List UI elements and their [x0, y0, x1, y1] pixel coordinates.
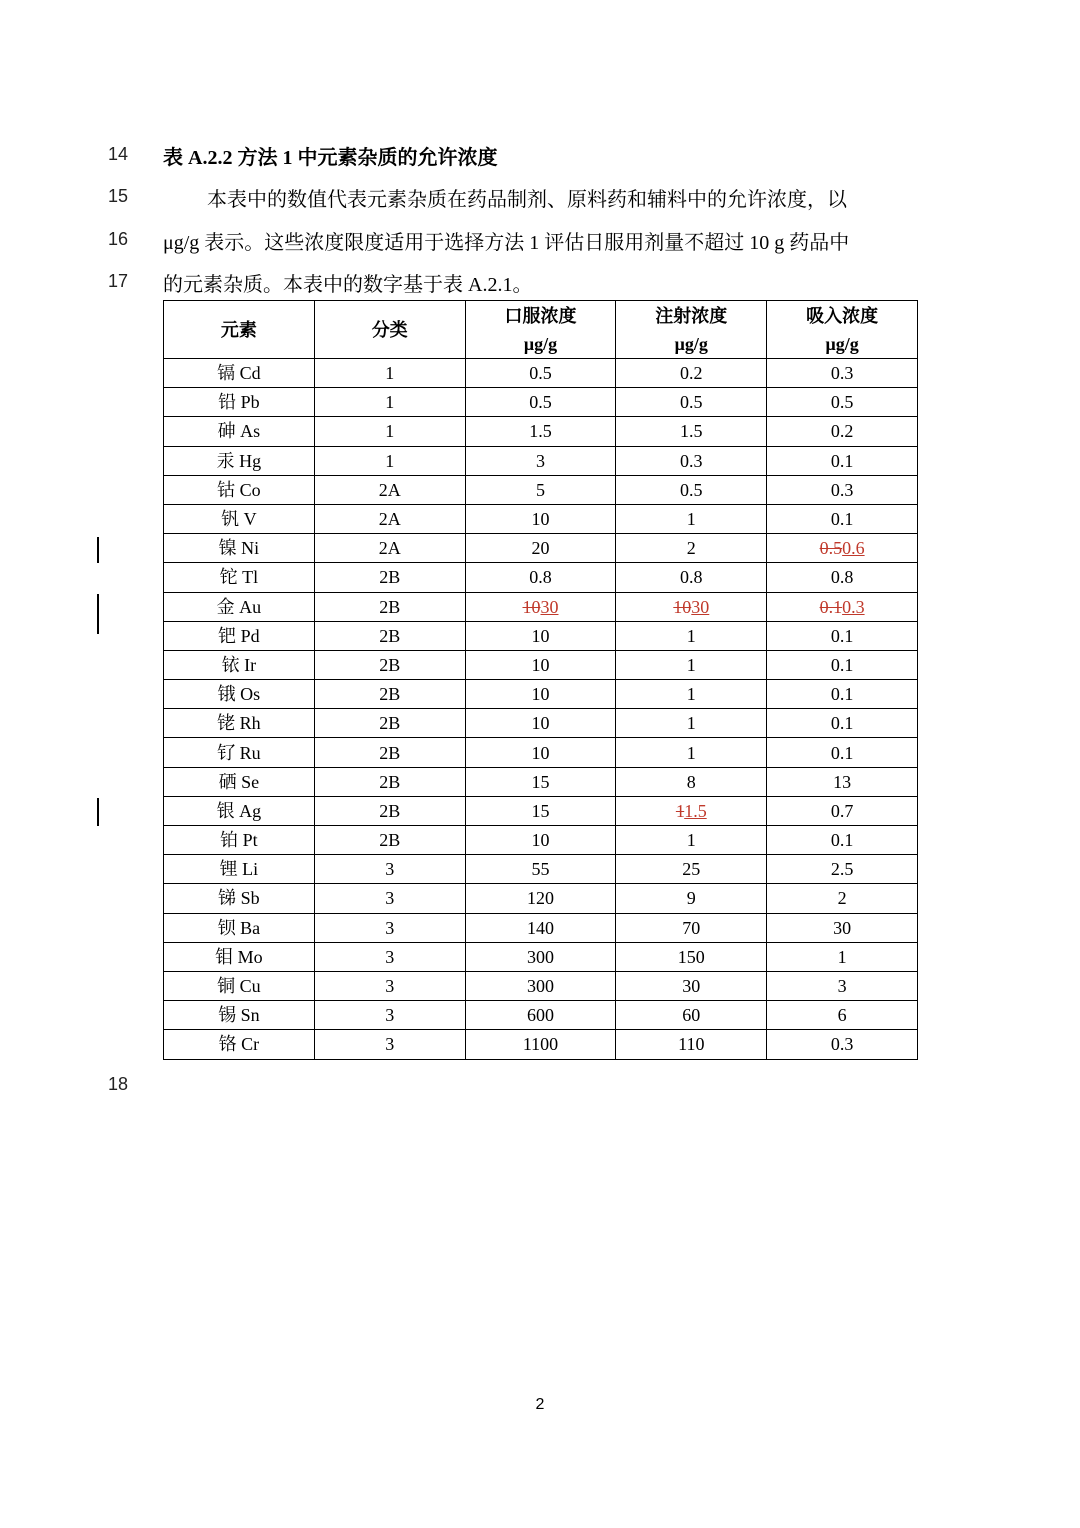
- cell-class: 2B: [314, 680, 465, 709]
- cell-inhalation: 2.5: [767, 855, 918, 884]
- cell-parenteral: 1: [616, 709, 767, 738]
- cell-inhalation: [767, 534, 918, 563]
- cell-oral: 3: [465, 446, 616, 475]
- cell-parenteral: 1: [616, 650, 767, 679]
- cell-element: 锂 Li: [164, 855, 315, 884]
- cell-oral: 15: [465, 767, 616, 796]
- cell-element: 钌 Ru: [164, 738, 315, 767]
- cell-element: 钯 Pd: [164, 621, 315, 650]
- table-row: [164, 971, 918, 1000]
- cell-inhalation: 0.1: [767, 709, 918, 738]
- cell-oral: 600: [465, 1001, 616, 1030]
- cell-inhalation: 3: [767, 971, 918, 1000]
- cell-element: 钼 Mo: [164, 942, 315, 971]
- cell-class: 1: [314, 388, 465, 417]
- inserted-value: 0.3: [842, 596, 865, 617]
- cell-inhalation: 0.1: [767, 504, 918, 533]
- cell-element: 铂 Pt: [164, 826, 315, 855]
- cell-inhalation: 13: [767, 767, 918, 796]
- cell-element: 银 Ag: [164, 796, 315, 825]
- cell-element: 铊 Tl: [164, 563, 315, 592]
- table-row: [164, 796, 918, 825]
- deleted-value: 0.5: [819, 538, 843, 559]
- header-oral: 口服浓度 μg/g: [465, 301, 616, 359]
- table-header-row: [164, 301, 918, 359]
- table-row: [164, 592, 918, 621]
- change-bar: [97, 594, 99, 634]
- cell-inhalation: 0.1: [767, 650, 918, 679]
- table-row: [164, 650, 918, 679]
- cell-parenteral: 0.3: [616, 446, 767, 475]
- cell-class: 2A: [314, 504, 465, 533]
- cell-oral: 10: [465, 680, 616, 709]
- cell-inhalation: 1: [767, 942, 918, 971]
- cell-oral: 10: [465, 650, 616, 679]
- cell-class: 3: [314, 1030, 465, 1059]
- cell-parenteral: [616, 796, 767, 825]
- cell-element: 铬 Cr: [164, 1030, 315, 1059]
- cell-parenteral: 150: [616, 942, 767, 971]
- cell-parenteral: 1: [616, 826, 767, 855]
- inserted-value: 1.5: [684, 800, 707, 821]
- cell-oral: 55: [465, 855, 616, 884]
- cell-parenteral: 70: [616, 913, 767, 942]
- cell-class: 2B: [314, 621, 465, 650]
- cell-class: 2A: [314, 475, 465, 504]
- cell-class: 3: [314, 942, 465, 971]
- table-row: [164, 1001, 918, 1030]
- table-row: [164, 767, 918, 796]
- inserted-value: 0.6: [842, 538, 865, 559]
- cell-inhalation: 0.1: [767, 826, 918, 855]
- cell-element: 钴 Co: [164, 475, 315, 504]
- cell-inhalation: 0.3: [767, 475, 918, 504]
- cell-inhalation: 0.5: [767, 388, 918, 417]
- cell-parenteral: 0.5: [616, 388, 767, 417]
- cell-parenteral: 0.2: [616, 359, 767, 388]
- table-row: [164, 855, 918, 884]
- cell-oral: 300: [465, 942, 616, 971]
- table-row: [164, 709, 918, 738]
- cell-class: 2B: [314, 709, 465, 738]
- cell-oral: 15: [465, 796, 616, 825]
- cell-oral: 0.5: [465, 359, 616, 388]
- cell-parenteral: 0.5: [616, 475, 767, 504]
- cell-element: 锇 Os: [164, 680, 315, 709]
- concentration-table: [163, 300, 918, 1060]
- cell-element: 钒 V: [164, 504, 315, 533]
- cell-parenteral: 30: [616, 971, 767, 1000]
- cell-class: 3: [314, 855, 465, 884]
- cell-oral: 10: [465, 826, 616, 855]
- cell-inhalation: 0.3: [767, 1030, 918, 1059]
- cell-oral: 120: [465, 884, 616, 913]
- table-row: [164, 475, 918, 504]
- table-row: [164, 388, 918, 417]
- table-row: [164, 680, 918, 709]
- cell-class: 1: [314, 417, 465, 446]
- cell-oral: 0.5: [465, 388, 616, 417]
- cell-class: 3: [314, 971, 465, 1000]
- cell-inhalation: 30: [767, 913, 918, 942]
- table-row: [164, 621, 918, 650]
- line-number: 16: [108, 229, 129, 249]
- cell-class: 2B: [314, 563, 465, 592]
- inserted-value: 30: [691, 596, 710, 617]
- cell-class: 2B: [314, 767, 465, 796]
- cell-element: 钡 Ba: [164, 913, 315, 942]
- cell-class: 2B: [314, 592, 465, 621]
- header-inhalation: 吸入浓度 μg/g: [767, 301, 918, 359]
- cell-element: 镉 Cd: [164, 359, 315, 388]
- cell-element: 硒 Se: [164, 767, 315, 796]
- cell-inhalation: 0.1: [767, 738, 918, 767]
- cell-inhalation: 0.1: [767, 621, 918, 650]
- line-number: 18: [108, 1074, 129, 1094]
- table-row: [164, 446, 918, 475]
- page-number: 2: [535, 1396, 545, 1413]
- inserted-value: 30: [540, 596, 559, 617]
- table-row: [164, 738, 918, 767]
- cell-inhalation: 0.3: [767, 359, 918, 388]
- cell-oral: 5: [465, 475, 616, 504]
- cell-class: 2A: [314, 534, 465, 563]
- table-row: [164, 942, 918, 971]
- cell-parenteral: 1.5: [616, 417, 767, 446]
- table-row: [164, 534, 918, 563]
- cell-inhalation: 2: [767, 884, 918, 913]
- cell-parenteral: 9: [616, 884, 767, 913]
- cell-inhalation: 0.1: [767, 446, 918, 475]
- line-number: 17: [108, 271, 129, 291]
- header-element: 元素: [164, 301, 315, 359]
- cell-parenteral: 8: [616, 767, 767, 796]
- paragraph-line: 的元素杂质。本表中的数字基于表 A.2.1。: [163, 274, 533, 296]
- cell-element: 铑 Rh: [164, 709, 315, 738]
- cell-oral: 1100: [465, 1030, 616, 1059]
- cell-class: 2B: [314, 650, 465, 679]
- line-number: 14: [108, 144, 129, 164]
- change-bar: [97, 537, 99, 563]
- cell-oral: 1.5: [465, 417, 616, 446]
- cell-oral: 140: [465, 913, 616, 942]
- table-row: [164, 826, 918, 855]
- table-row: [164, 1030, 918, 1059]
- cell-class: 2B: [314, 796, 465, 825]
- cell-parenteral: 1: [616, 621, 767, 650]
- cell-class: 3: [314, 913, 465, 942]
- paragraph-line: μg/g 表示。这些浓度限度适用于选择方法 1 评估日服用剂量不超过 10 g 药品中: [163, 232, 850, 254]
- table-row: [164, 504, 918, 533]
- cell-element: 铅 Pb: [164, 388, 315, 417]
- cell-oral: 300: [465, 971, 616, 1000]
- cell-inhalation: 0.7: [767, 796, 918, 825]
- cell-class: 1: [314, 359, 465, 388]
- deleted-value: 10: [522, 596, 541, 617]
- cell-inhalation: [767, 592, 918, 621]
- change-bar: [97, 798, 99, 826]
- line-number: 15: [108, 186, 129, 206]
- deleted-value: 1: [675, 800, 685, 821]
- cell-class: 1: [314, 446, 465, 475]
- cell-class: 3: [314, 884, 465, 913]
- cell-element: 汞 Hg: [164, 446, 315, 475]
- table-row: [164, 417, 918, 446]
- cell-oral: 0.8: [465, 563, 616, 592]
- table-row: [164, 913, 918, 942]
- cell-oral: 10: [465, 621, 616, 650]
- cell-parenteral: 110: [616, 1030, 767, 1059]
- cell-parenteral: 2: [616, 534, 767, 563]
- cell-parenteral: 0.8: [616, 563, 767, 592]
- cell-element: 锡 Sn: [164, 1001, 315, 1030]
- cell-element: 镍 Ni: [164, 534, 315, 563]
- cell-element: 铜 Cu: [164, 971, 315, 1000]
- table-row: [164, 563, 918, 592]
- header-class: 分类: [314, 301, 465, 359]
- cell-oral: [465, 592, 616, 621]
- cell-parenteral: 1: [616, 680, 767, 709]
- cell-oral: 10: [465, 738, 616, 767]
- cell-parenteral: [616, 592, 767, 621]
- cell-class: 2B: [314, 738, 465, 767]
- cell-parenteral: 1: [616, 504, 767, 533]
- cell-inhalation: 0.1: [767, 680, 918, 709]
- paragraph-line: 本表中的数值代表元素杂质在药品制剂、原料药和辅料中的允许浓度，以: [207, 189, 847, 211]
- cell-element: 锑 Sb: [164, 884, 315, 913]
- table-row: [164, 884, 918, 913]
- header-parenteral: 注射浓度 μg/g: [616, 301, 767, 359]
- cell-element: 金 Au: [164, 592, 315, 621]
- cell-parenteral: 25: [616, 855, 767, 884]
- cell-element: 砷 As: [164, 417, 315, 446]
- cell-oral: 10: [465, 504, 616, 533]
- deleted-value: 0.1: [819, 596, 843, 617]
- cell-inhalation: 0.8: [767, 563, 918, 592]
- cell-class: 2B: [314, 826, 465, 855]
- deleted-value: 10: [673, 596, 692, 617]
- cell-inhalation: 0.2: [767, 417, 918, 446]
- cell-inhalation: 6: [767, 1001, 918, 1030]
- cell-parenteral: 60: [616, 1001, 767, 1030]
- table-caption: 表 A.2.2 方法 1 中元素杂质的允许浓度: [163, 147, 498, 169]
- cell-class: 3: [314, 1001, 465, 1030]
- cell-oral: 10: [465, 709, 616, 738]
- cell-element: 铱 Ir: [164, 650, 315, 679]
- cell-oral: 20: [465, 534, 616, 563]
- table-row: [164, 359, 918, 388]
- cell-parenteral: 1: [616, 738, 767, 767]
